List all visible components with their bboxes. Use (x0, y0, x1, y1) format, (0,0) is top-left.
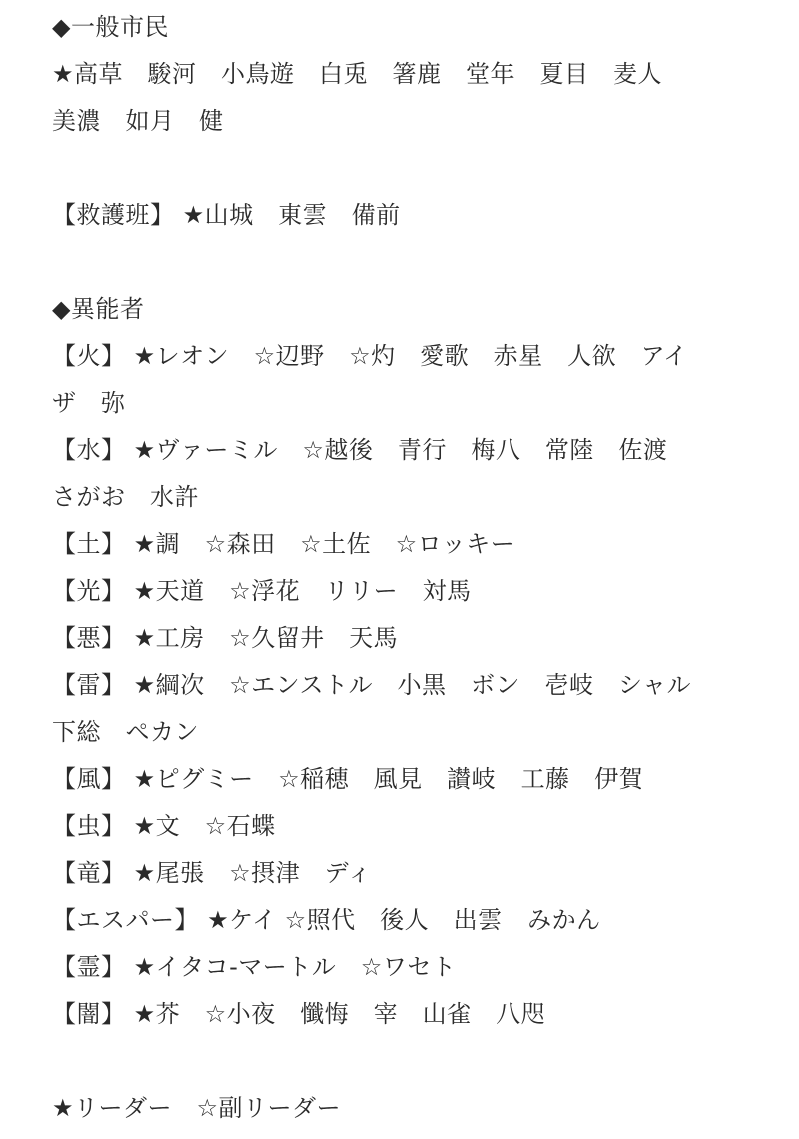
bug-team-line: 【虫】 ★文 ☆石蝶 (52, 812, 276, 840)
espers-heading: ◆異能者 (52, 295, 145, 323)
document-page (0, 4, 799, 1139)
thunder-team-line-2: 下総 ペカン (52, 718, 199, 746)
citizens-list-line-1: ★高草 駿河 小鳥遊 白兎 箸鹿 堂年 夏目 麦人 (52, 60, 663, 88)
dark-team-line: 【闇】 ★芥 ☆小夜 懺悔 宰 山雀 八咫 (52, 1000, 546, 1028)
thunder-team-line-1: 【雷】 ★綱次 ☆エンストル 小黒 ボン 壱岐 シャル (52, 671, 691, 699)
spacer (52, 1038, 779, 1085)
citizens-list-line-2: 美濃 如月 健 (52, 107, 224, 135)
dragon-team-line: 【竜】 ★尾張 ☆摂津 ディ (52, 859, 372, 887)
fire-team-line-1: 【火】 ★レオン ☆辺野 ☆灼 愛歌 赤星 人欲 アイ (52, 342, 688, 370)
spacer (52, 239, 779, 286)
fire-team-line-2: ザ 弥 (52, 389, 126, 417)
water-team-line-1: 【水】 ★ヴァーミル ☆越後 青行 梅八 常陸 佐渡 (52, 436, 668, 464)
spacer (52, 145, 779, 192)
rescue-team-line: 【救護班】 ★山城 東雲 備前 (52, 201, 401, 229)
esper-team-line: 【エスパー】 ★ケイ ☆照代 後人 出雲 みかん (52, 906, 601, 934)
legend-line: ★リーダー ☆副リーダー (52, 1094, 342, 1122)
earth-team-line: 【土】 ★調 ☆森田 ☆土佐 ☆ロッキー (52, 530, 516, 558)
spirit-team-line: 【霊】 ★イタコ-マートル ☆ワセト (52, 953, 457, 981)
light-team-line: 【光】 ★天道 ☆浮花 リリー 対馬 (52, 577, 472, 605)
wind-team-line: 【風】 ★ピグミー ☆稲穂 風見 讃岐 工藤 伊賀 (52, 765, 644, 793)
water-team-line-2: さがお 水許 (52, 483, 199, 511)
evil-team-line: 【悪】 ★工房 ☆久留井 天馬 (52, 624, 399, 652)
citizens-heading: ◆一般市民 (52, 13, 169, 41)
